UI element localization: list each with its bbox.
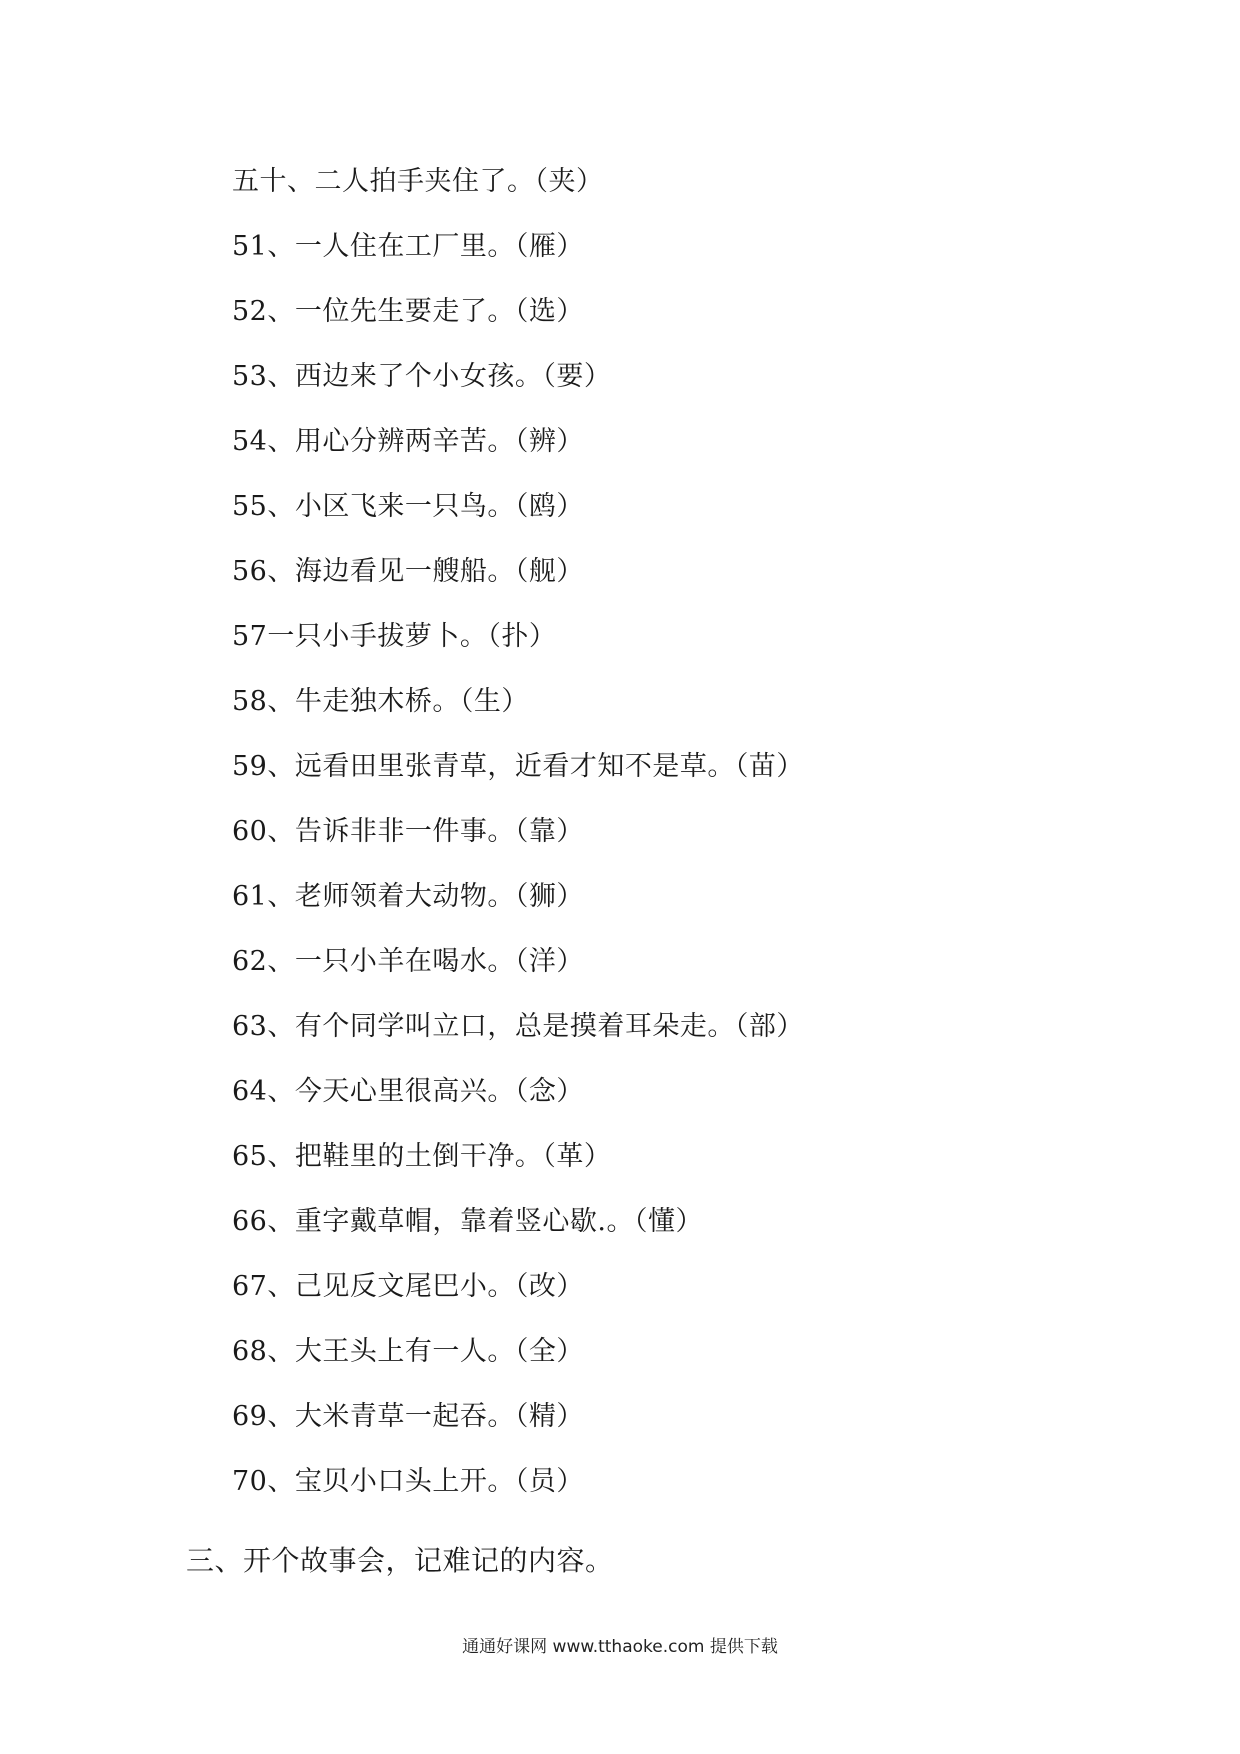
riddle-item [232, 942, 804, 1007]
riddle-answer: （精） [514, 1401, 584, 1432]
riddle-number: 53 [232, 361, 268, 392]
riddle-number: 64 [232, 1076, 268, 1107]
riddle-separator: 、 [267, 1076, 295, 1107]
riddle-text: 今天心里很高兴。 [294, 1076, 515, 1107]
riddle-text: 重字戴草帽，靠着竖心歇.。 [294, 1206, 634, 1237]
riddle-answer: （靠） [514, 816, 584, 847]
riddle-answer: （舰） [514, 556, 584, 587]
riddle-number: 54 [232, 426, 268, 457]
riddle-text: 大王头上有一人。 [294, 1336, 515, 1367]
riddle-text: 小区飞来一只鸟。 [294, 491, 515, 522]
riddle-text: 远看田里张青草，近看才知不是草。 [294, 751, 735, 782]
riddle-answer: （全） [514, 1336, 584, 1367]
riddle-text: 一只小手拔萝卜。 [267, 621, 488, 652]
riddle-number: 62 [232, 946, 268, 977]
riddle-separator: 、 [267, 1401, 295, 1432]
riddle-item [232, 1072, 804, 1137]
riddle-text: 有个同学叫立口，总是摸着耳朵走。 [294, 1011, 735, 1042]
riddle-number: 65 [232, 1141, 268, 1172]
riddle-number: 56 [232, 556, 268, 587]
riddle-item [232, 1462, 804, 1527]
riddle-item [232, 1007, 804, 1072]
riddle-number: 55 [232, 491, 268, 522]
riddle-item [232, 617, 804, 682]
riddle-separator: 、 [267, 881, 295, 912]
riddle-number: 五十 [232, 166, 287, 197]
riddle-text: 己见反文尾巴小。 [294, 1271, 515, 1302]
riddle-number: 68 [232, 1336, 268, 1367]
riddle-text: 二人拍手夹住了。 [314, 166, 535, 197]
riddle-item [232, 1137, 804, 1202]
riddle-answer: （洋） [514, 946, 584, 977]
riddle-answer: （改） [514, 1271, 584, 1302]
riddle-answer: （雁） [514, 231, 584, 262]
riddle-text: 大米青草一起吞。 [294, 1401, 515, 1432]
riddle-text: 牛走独木桥。 [294, 686, 460, 717]
riddle-answer: （念） [514, 1076, 584, 1107]
riddle-number: 67 [232, 1271, 268, 1302]
riddle-number: 57 [232, 621, 268, 652]
riddle-item [232, 747, 804, 812]
riddle-answer: （辨） [514, 426, 584, 457]
riddle-separator: 、 [267, 491, 295, 522]
footer-credit: 通通好课网 www.tthaoke.com 提供下载 [462, 1637, 778, 1657]
riddle-text: 用心分辨两辛苦。 [294, 426, 515, 457]
riddle-text: 告诉非非一件事。 [294, 816, 515, 847]
riddle-separator: 、 [267, 1466, 295, 1497]
riddle-text: 一位先生要走了。 [294, 296, 515, 327]
riddle-separator: 、 [267, 751, 295, 782]
riddle-separator: 、 [267, 1336, 295, 1367]
riddle-number: 58 [232, 686, 268, 717]
riddle-number: 66 [232, 1206, 268, 1237]
riddle-separator: 、 [287, 166, 315, 197]
riddle-number: 52 [232, 296, 268, 327]
riddle-separator: 、 [267, 1141, 295, 1172]
riddle-answer: （部） [734, 1011, 804, 1042]
riddle-item [232, 1397, 804, 1462]
riddle-item [232, 1332, 804, 1397]
riddle-separator: 、 [267, 231, 295, 262]
riddle-item [232, 422, 804, 487]
riddle-answer: （员） [514, 1466, 584, 1497]
riddle-item [232, 292, 804, 357]
riddle-answer: （夹） [534, 166, 604, 197]
riddle-text: 老师领着大动物。 [294, 881, 515, 912]
riddle-number: 61 [232, 881, 268, 912]
riddle-separator: 、 [267, 556, 295, 587]
riddle-item [232, 812, 804, 877]
riddle-item [232, 877, 804, 942]
riddle-item [232, 487, 804, 552]
riddle-answer: （扑） [487, 621, 557, 652]
riddle-answer: （懂） [633, 1206, 703, 1237]
riddle-item [232, 1202, 804, 1267]
riddle-separator: 、 [267, 946, 295, 977]
riddle-answer: （选） [514, 296, 584, 327]
riddle-answer: （革） [542, 1141, 612, 1172]
riddle-item [232, 162, 804, 227]
riddle-number: 51 [232, 231, 268, 262]
riddle-number: 59 [232, 751, 268, 782]
riddle-item [232, 552, 804, 617]
riddle-number: 63 [232, 1011, 268, 1042]
riddle-number: 70 [232, 1466, 268, 1497]
riddle-text: 西边来了个小女孩。 [294, 361, 543, 392]
riddle-item [232, 682, 804, 747]
riddle-answer: （生） [459, 686, 529, 717]
riddle-separator: 、 [267, 361, 295, 392]
riddle-number: 69 [232, 1401, 268, 1432]
riddle-separator: 、 [267, 1206, 295, 1237]
riddle-separator: 、 [267, 426, 295, 457]
riddle-text: 一只小羊在喝水。 [294, 946, 515, 977]
riddle-item [232, 227, 804, 292]
riddle-answer: （苗） [734, 751, 804, 782]
riddle-item [232, 357, 804, 422]
riddle-separator: 、 [267, 686, 295, 717]
riddle-answer: （要） [542, 361, 612, 392]
riddle-text: 海边看见一艘船。 [294, 556, 515, 587]
riddle-answer: （狮） [514, 881, 584, 912]
riddle-separator: 、 [267, 1271, 295, 1302]
riddle-separator: 、 [267, 296, 295, 327]
riddle-answer: （鸥） [514, 491, 584, 522]
riddle-text: 一人住在工厂里。 [294, 231, 515, 262]
riddle-list [232, 162, 804, 1527]
riddle-number: 60 [232, 816, 268, 847]
riddle-text: 把鞋里的土倒干净。 [294, 1141, 543, 1172]
riddle-separator: 、 [267, 1011, 295, 1042]
section-heading: 三、开个故事会，记难记的内容。 [186, 1544, 614, 1577]
riddle-text: 宝贝小口头上开。 [294, 1466, 515, 1497]
riddle-item [232, 1267, 804, 1332]
riddle-separator: 、 [267, 816, 295, 847]
